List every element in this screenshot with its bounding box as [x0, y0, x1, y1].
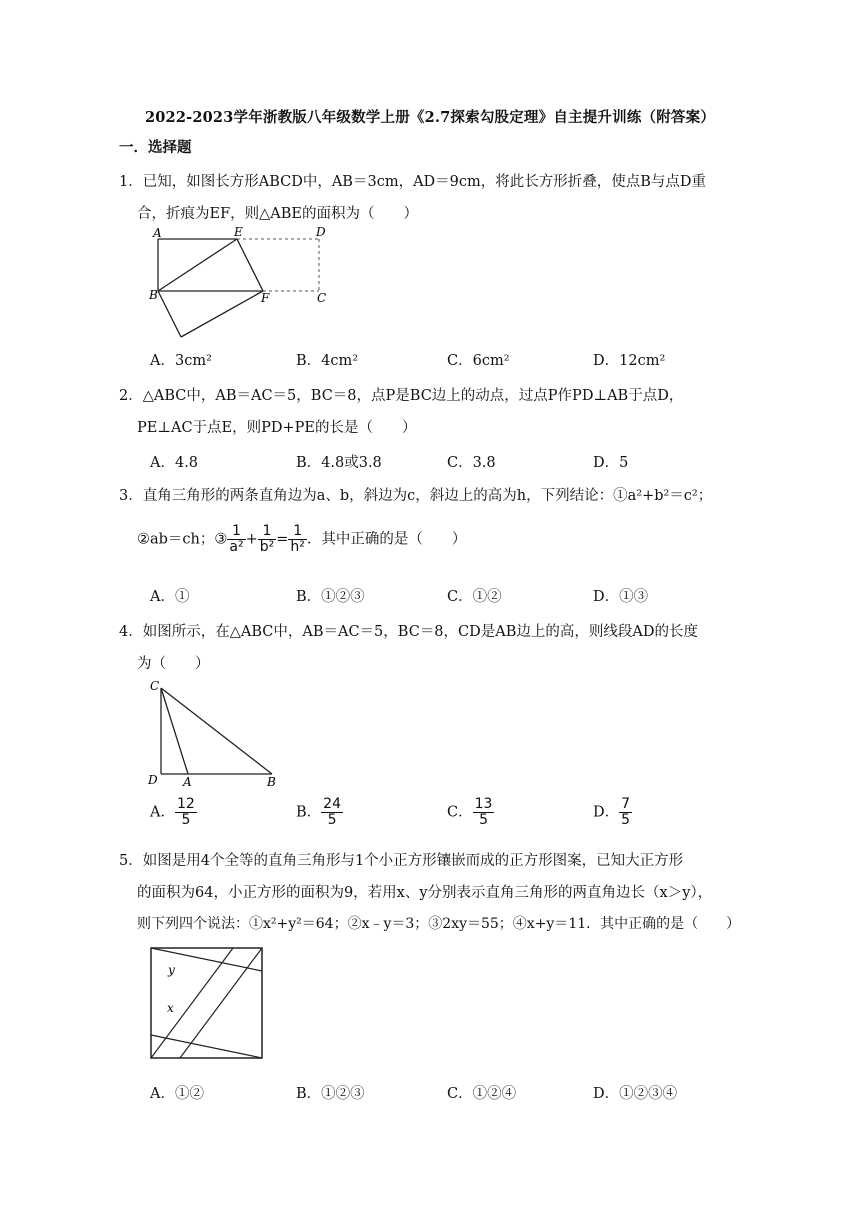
- fraction-1-over-h2: $\frac{1}{\text{h²}}$: [290, 523, 305, 555]
- question-5-options: [150, 1082, 740, 1108]
- option-d[interactable]: D． $\frac{7}{5}$: [593, 796, 631, 828]
- option-a[interactable]: A．3cm²: [150, 353, 212, 369]
- option-b[interactable]: B． $\frac{24}{5}$: [296, 796, 341, 828]
- option-a[interactable]: A．①: [150, 589, 190, 605]
- fraction-7-over-5: $\frac{7}{5}$: [621, 796, 631, 828]
- question-2-line-2: PE⊥AC于点E，则PD+PE的长是（ ）: [137, 420, 417, 436]
- question-1-rectangle-figure: [140, 224, 340, 342]
- question-4-triangle-figure: [140, 676, 290, 788]
- option-d[interactable]: D．①②③④: [593, 1086, 678, 1102]
- side-cb: [161, 688, 272, 774]
- question-4-options: [150, 797, 740, 837]
- option-d[interactable]: D．①③: [593, 589, 649, 605]
- option-c[interactable]: C．①②④: [447, 1086, 517, 1102]
- label-d: D: [316, 225, 326, 239]
- folded-edge-2: [181, 291, 263, 337]
- option-c[interactable]: C．①②: [447, 589, 502, 605]
- question-3-line-2: [137, 524, 466, 555]
- fraction-1-over-a2: $\frac{1}{\text{a²}}$: [229, 523, 244, 555]
- label-d: D: [148, 773, 158, 787]
- label-a: A: [153, 226, 162, 240]
- equals-sign: =: [276, 531, 289, 548]
- label-c: C: [317, 291, 327, 305]
- fraction-12-over-5: $\frac{12}{5}$: [176, 796, 195, 828]
- question-5-line-1: 5．如图是用4个全等的直角三角形与1个小正方形镶嵌而成的正方形图案，已知大正方形: [119, 853, 684, 869]
- label-c: C: [150, 679, 160, 693]
- option-c[interactable]: C．6cm²: [447, 353, 510, 369]
- option-a[interactable]: A．①②: [150, 1086, 204, 1102]
- question-4-line-2: 为（ ）: [137, 656, 210, 672]
- question-2-options: [150, 451, 740, 477]
- question-2-line-1: 2．△ABC中，AB＝AC＝5，BC＝8，点P是BC边上的动点，过点P作PD⊥AB于点D，: [119, 388, 684, 404]
- folded-edge: [158, 291, 181, 337]
- option-d[interactable]: D．12cm²: [593, 353, 666, 369]
- segment-be: [158, 239, 237, 291]
- label-y: y: [168, 963, 175, 977]
- option-b[interactable]: B．①②③: [296, 1086, 365, 1102]
- statements-prefix: ②ab＝ch；③: [137, 531, 228, 548]
- question-4-line-1: 4．如图所示，在△ABC中，AB＝AC＝5，BC＝8，CD是AB边上的高，则线段AD的长度: [119, 624, 698, 640]
- fraction-24-over-5: $\frac{24}{5}$: [323, 796, 341, 828]
- question-3-ending: ．其中正确的是（ ）: [306, 531, 467, 548]
- fraction-13-over-5: $\frac{13}{5}$: [474, 796, 493, 828]
- page-title: 2022-2023学年浙教版八年级数学上册《2.7探索勾股定理》自主提升训练（附答案）: [144, 109, 716, 126]
- option-c[interactable]: C． $\frac{13}{5}$: [447, 796, 493, 828]
- label-b: B: [149, 288, 158, 302]
- section-heading: 一．选择题: [119, 139, 192, 156]
- plus-sign: +: [245, 531, 258, 548]
- label-x: x: [167, 1001, 174, 1015]
- option-b[interactable]: B．①②③: [296, 589, 365, 605]
- label-b: B: [267, 775, 276, 788]
- option-c[interactable]: C．3.8: [447, 455, 496, 471]
- question-5-line-3: 则下列四个说法：①x²+y²＝64；②x﹣y＝3；③2xy＝55；④x+y＝11．其中正确的是（ ）: [137, 916, 741, 932]
- label-f: F: [261, 291, 270, 305]
- label-a: A: [183, 775, 192, 788]
- side-ca: [161, 688, 188, 774]
- option-b[interactable]: B．4cm²: [296, 353, 359, 369]
- option-d[interactable]: D．5: [593, 455, 629, 471]
- option-b[interactable]: B．4.8或3.8: [296, 455, 382, 471]
- question-5-square-figure: [145, 942, 269, 1064]
- triangle-hyp-4: [151, 1035, 262, 1058]
- question-5-line-2: 的面积为64，小正方形的面积为9，若用x、y分别表示直角三角形的两直角边长（x＞y），: [137, 885, 713, 901]
- label-e: E: [234, 225, 243, 239]
- question-3-line-1: 3．直角三角形的两条直角边为a、b，斜边为c，斜边上的高为h，下列结论：①a²+b²＝c²；: [119, 488, 713, 504]
- question-1-line-1: 1．已知，如图长方形ABCD中，AB＝3cm，AD＝9cm，将此长方形折叠，使点B与点D重: [119, 174, 707, 190]
- question-1-options: [150, 349, 740, 375]
- fraction-1-over-b2: $\frac{1}{\text{b²}}$: [259, 523, 275, 555]
- question-1-line-2: 合，折痕为EF，则△ABE的面积为（ ）: [137, 206, 419, 222]
- fold-crease-ef: [237, 239, 263, 291]
- option-a[interactable]: A． $\frac{12}{5}$: [150, 796, 195, 828]
- option-a[interactable]: A．4.8: [150, 455, 199, 471]
- question-3-options: [150, 585, 740, 611]
